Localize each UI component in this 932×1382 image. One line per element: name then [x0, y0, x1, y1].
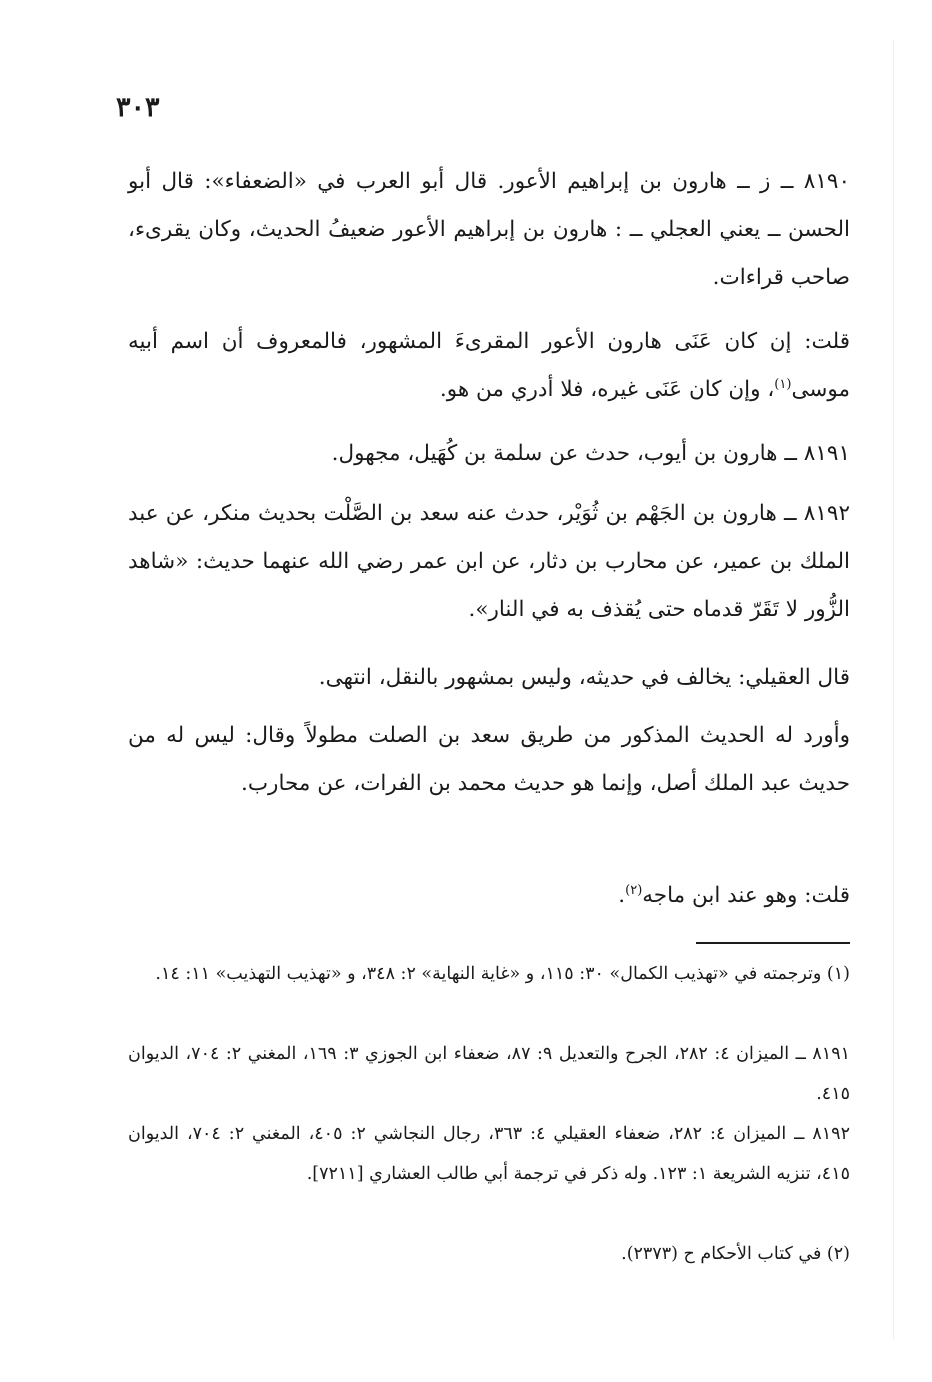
- page-number: ٣٠٣: [116, 92, 160, 123]
- entry-8192: ٨١٩٢ ــ هارون بن الجَهْم بن ثُوَيْر، حدث عنه سعد بن الصَّلْت بحديث منكر، عن عبد الملك بن عمير، عن محارب بن دثار، عن ابن عمر رضي الله عنهما حديث: «شاهد الزُّور لا تَقَرّ قدماه حتى يُقذف به في النار».: [128, 501, 850, 622]
- hadith-note: وأورد له الحديث المذكور من طريق سعد بن الصلت مطولاً وقال: ليس له من حديث عبد الملك أصل، وإنما هو حديث محمد بن الفرات، عن محارب.: [128, 723, 850, 796]
- note-text-before: قلت: إن كان عَنَى هارون الأعور المقرىءَ المشهور، فالمعروف أن اسم أبيه موسى: [128, 329, 850, 402]
- ibn-majah-note: [128, 872, 908, 920]
- footnote-ref-1[interactable]: (١): [774, 376, 792, 392]
- note-text-before: قلت: وهو عند ابن ماجه: [642, 883, 850, 908]
- note-on-8190: [128, 318, 908, 414]
- footnote-ref-2[interactable]: (٢): [625, 882, 643, 898]
- footnote-8191: ٨١٩١ ــ الميزان ٤: ٢٨٢، الجرح والتعديل ٩: ٨٧، ضعفاء ابن الجوزي ٣: ١٦٩، المغني ٢: ٧٠٤، الديوان ٤١٥.: [128, 1044, 851, 1104]
- footnote-8192: ٨١٩٢ ــ الميزان ٤: ٢٨٢، ضعفاء العقيلي ٤: ٣٦٣، رجال النجاشي ٢: ٤٠٥، المغني ٢: ٧٠٤، الديوان ٤١٥، تنزيه الشريعة ١: ١٢٣. وله ذكر في ترجمة أبي طالب العشاري [٧٢١١].: [128, 1124, 850, 1184]
- footnote-separator: [696, 942, 850, 945]
- uqayli-comment: قال العقيلي: يخالف في حديثه، وليس بمشهور بالنقل، انتهى.: [318, 665, 850, 690]
- note-text-after: ، وإن كان عَنَى غيره، فلا أدري من هو.: [439, 377, 775, 402]
- entry-8190: ٨١٩٠ ــ ز ــ هارون بن إبراهيم الأعور. قال أبو العرب في «الضعفاء»: قال أبو الحسن ــ يعني العجلي ــ : هارون بن إبراهيم الأعور ضعيفُ الحديث، وكان يقرىء، صاحب قراءات.: [128, 169, 850, 290]
- footnote-2: (٢) في كتاب الأحكام ح (٢٣٧٣).: [621, 1244, 850, 1264]
- footnote-1: (١) وترجمته في «تهذيب الكمال» ٣٠: ١١٥، و «غاية النهاية» ٢: ٣٤٨، و «تهذيب التهذيب» ١١: ١٤.: [155, 964, 850, 984]
- note-text-after: .: [618, 883, 626, 908]
- entry-8191: ٨١٩١ ــ هارون بن أيوب، حدث عن سلمة بن كُهَيل، مجهول.: [331, 441, 850, 466]
